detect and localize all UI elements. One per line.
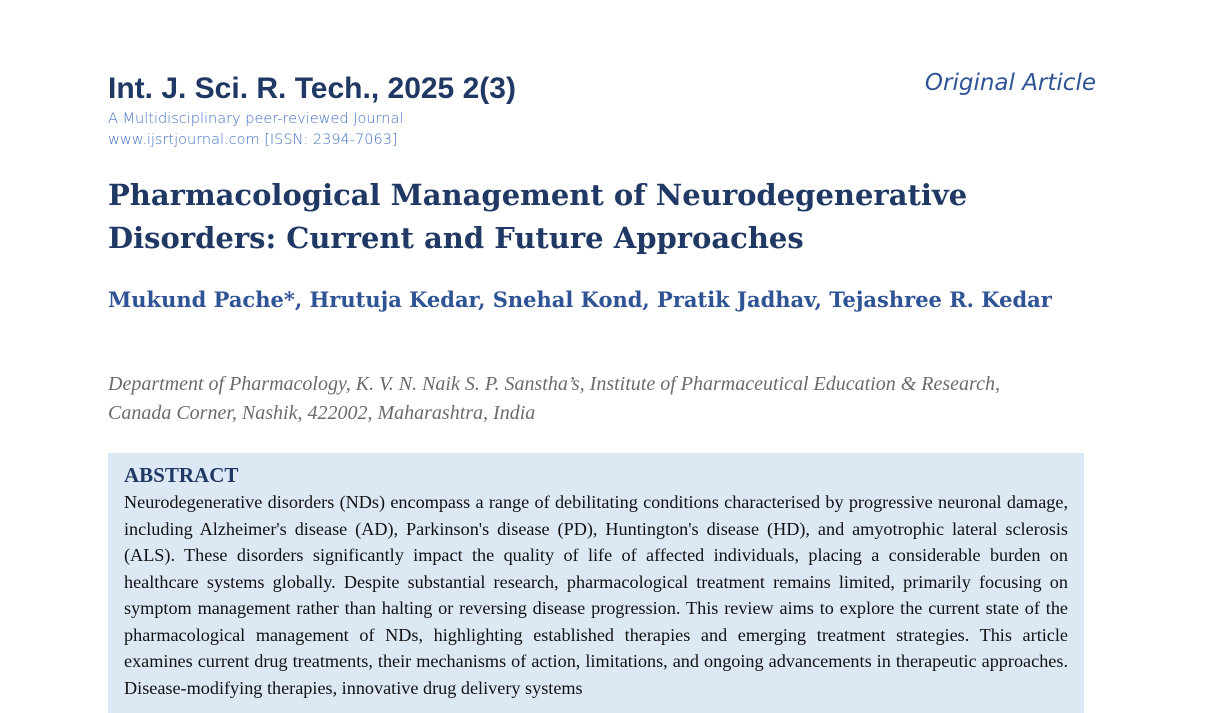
abstract-box: [108, 453, 1084, 713]
article-type-label: Original Article: [924, 70, 1096, 96]
abstract-heading: ABSTRACT: [124, 463, 239, 487]
journal-subtitle: A Multidisciplinary peer-reviewed Journal: [108, 111, 404, 127]
journal-website: www.ijsrtjournal.com [ISSN: 2394-7063]: [108, 132, 398, 148]
abstract-text: Neurodegenerative disorders (NDs) encompass a range of debilitating conditions characterised by progressive neuronal damage, including Alzheimer's disease (AD), Parkinson's disease (PD), Huntington's disease (HD), and amyotrophic lateral sclerosis (ALS). These disorders significantly impact the quality of life of affected individuals, placing a considerable burden on healthcare systems globally. Despite substantial research, pharmacological treatment remains limited, primarily focusing on symptom management rather than halting or reversing disease progression. This review aims to explore the current state of the pharmacological management of NDs, highlighting established therapies and emerging treatment strategies. This article examines current drug treatments, their mechanisms of action, limitations, and ongoing advancements in therapeutic approaches. Disease-modifying therapies, innovative drug delivery systems: [124, 492, 1068, 698]
article-authors: Mukund Pache*, Hrutuja Kedar, Snehal Kond, Pratik Jadhav, Tejashree R. Kedar: [108, 287, 1052, 312]
article-title: Pharmacological Management of Neurodegenerative Disorders: Current and Future Approaches: [108, 178, 968, 255]
journal-title: Int. J. Sci. R. Tech., 2025 2(3): [108, 72, 516, 105]
author-affiliation: Department of Pharmacology, K. V. N. Naik S. P. Sanstha’s, Institute of Pharmaceutical Education & Research, Canada Corner, Nashik, 422002, Maharashtra, India: [108, 373, 1000, 424]
